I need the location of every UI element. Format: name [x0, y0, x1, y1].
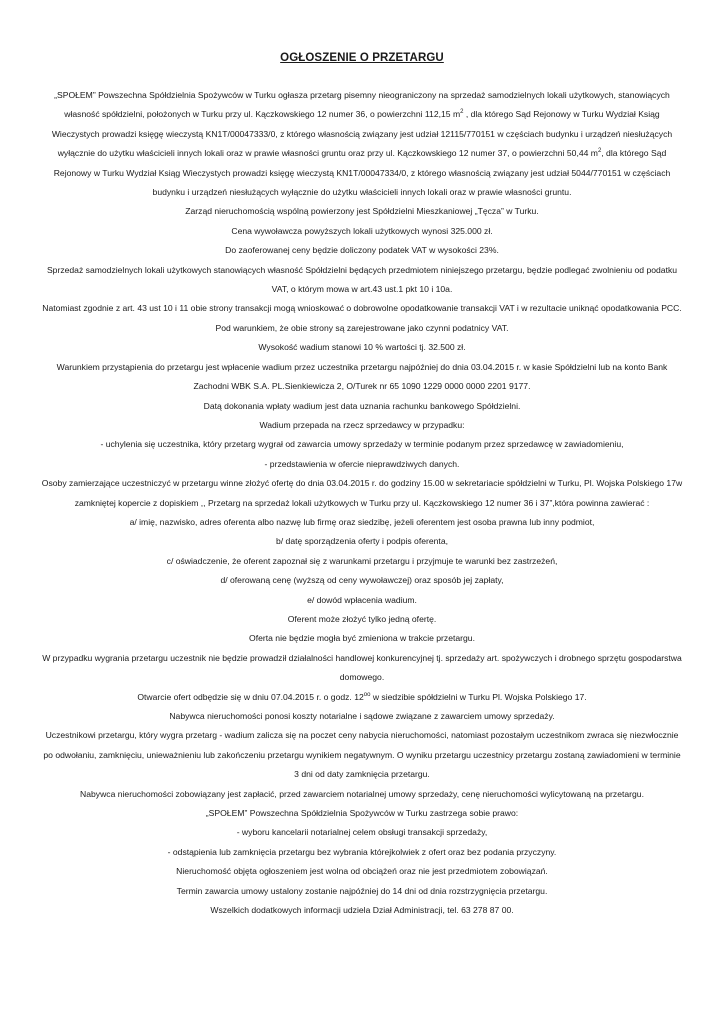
paragraph-opening-part-1: Otwarcie ofert odbędzie się w dniu 07.04.2015 r. o godz. 12	[137, 691, 364, 702]
paragraph-deposit-amount: Wysokość wadium stanowi 10 % wartości tj. 32.500 zł.	[258, 342, 466, 353]
paragraph-vat-option: Natomiast zgodnie z art. 43 ust 10 i 11 obie strony transakcji mogą wnioskować o dobrowolne opodatkowanie transakcji VAT i w rezultacie uniknąć opodatkowania PCC. Pod warunkiem, że obie strony są zarejestrowane jako czynni podatnicy VAT.	[42, 303, 682, 333]
paragraph-competition: W przypadku wygrania przetargu uczestnik nie będzie prowadził działalności handlowej konkurencyjnej tj. sprzedaży art. spożywczych i drobnego sprzętu gospodarstwa domowego.	[42, 652, 682, 683]
paragraph-deposit-return: Uczestnikowi przetargu, który wygra przetarg - wadium zalicza się na poczet ceny nabycia nieruchomości, natomiast pozostałym uczestnikom zwraca się niezwłocznie po odwołaniu, zamknięciu, unieważnieniu lub zakończeniu przetargu wynikiem negatywnym. O wyniku przetargu uczestnicy przetargu zostaną zawiadomieni w terminie 3 dni od daty zamknięcia przetargu.	[43, 730, 681, 780]
document-body	[40, 86, 684, 920]
list-item: a/ imię, nazwisko, adres oferenta albo nazwę lub firmę oraz siedzibę, jeżeli oferentem jest osoba prawna lub inny podmiot,	[129, 516, 595, 527]
paragraph-payment: Nabywca nieruchomości zobowiązany jest zapłacić, przed zawarciem notarialnej umowy sprzedaży, cenę nieruchomości wylicytowaną na przetargu.	[80, 788, 644, 799]
paragraph-intro-part-1: „SPOŁEM” Powszechna Spółdzielnia Spożywców w Turku ogłasza przetarg pisemny nieograniczony na sprzedaż samodzielnych lokali użytkowych, stanowiących własność spółdzielni, położonych w Turku przy ul. Kączkowskiego 12 numer 36, o powierzchni 112,15 m	[54, 90, 670, 120]
paragraph-deposit-forfeit: Wadium przepada na rzecz sprzedawcy w przypadku:	[259, 419, 465, 430]
paragraph-opening	[40, 688, 684, 707]
paragraph-offer-submission: Osoby zamierzające uczestniczyć w przetargu winne złożyć ofertę do dnia 03.04.2015 r. do godziny 15.00 w sekretariacie spółdzielni w Turku, Pl. Wojska Polskiego 17w zamkniętej kopercie z dopiskiem ,, Przetarg na sprzedaż lokali użytkowych w Turku przy ul. Kączkowskiego 12 numer 36 i 37”,która powinna zawierać :	[41, 478, 683, 508]
list-item: - uchylenia się uczestnika, który przetarg wygrał od zawarcia umowy sprzedaży w terminie podanym przez sprzedawcę w zawiadomieniu,	[100, 439, 624, 450]
paragraph-vat-exemption: Sprzedaż samodzielnych lokali użytkowych stanowiących własność Spółdzielni będących przedmiotem niniejszego przetargu, będzie podlegać zwolnieniu od podatku VAT, o którym mowa w art.43 ust.1 pkt 10 i 10a.	[46, 264, 678, 295]
paragraph-contract-term: Termin zawarcia umowy ustalony zostanie najpóźniej do 14 dni od dnia rozstrzygnięcia przetargu.	[176, 885, 548, 896]
superscript: 2	[460, 109, 464, 116]
paragraph-intro-part-2: , dla którego Sąd Rejonowy w Turku Wydział Ksiąg Wieczystych prowadzi księgę wieczystą KN1T/00047333/0, z którego własnością związany jest udział 12115/770151 w częściach budynku i urządzeń niesłużących wyłącznie do użytku właścicieli innych lokali oraz w prawie własności gruntu oraz przy ul. Kączkowskiego 12 numer 37, o powierzchni 50,44 m	[51, 109, 673, 159]
paragraph-encumbrance: Nieruchomość objęta ogłoszeniem jest wolna od obciążeń oraz nie jest przedmiotem zobowiązań.	[176, 866, 548, 877]
list-item: - odstąpienia lub zamknięcia przetargu bez wybrania którejkolwiek z ofert oraz bez podania przyczyny.	[167, 846, 557, 857]
paragraph-intro	[40, 86, 684, 202]
paragraph-contact: Wszelkich dodatkowych informacji udziela Dział Administracji, tel. 63 278 87 00.	[210, 905, 514, 916]
paragraph-opening-part-2: w siedzibie spółdzielni w Turku Pl. Wojska Polskiego 17.	[370, 691, 587, 702]
paragraph-deposit-condition: Warunkiem przystąpienia do przetargu jest wpłacenie wadium przez uczestnika przetargu najpóźniej do dnia 03.04.2015 r. w kasie Spółdzielni lub na konto Bank Zachodni WBK S.A. PL.Sienkiewicza 2, O/Turek nr 65 1090 1229 0000 0000 2201 9177.	[56, 361, 668, 392]
paragraph-no-change: Oferta nie będzie mogła być zmieniona w trakcie przetargu.	[249, 633, 475, 644]
list-item: e/ dowód wpłacenia wadium.	[307, 594, 417, 605]
paragraph-intro-part-3: , dla którego Sąd Rejonowy w Turku Wydział Ksiąg Wieczystych prowadzi księgę wieczystą KN1T/00047334/0, z którego własnością związany jest udział 5044/770151 w częściach budynku i urządzeń niesłużących wyłącznie do użytku właścicieli innych lokali oraz w prawie własności gruntu.	[53, 148, 671, 198]
list-item: - wyboru kancelarii notarialnej celem obsługi transakcji sprzedaży,	[236, 827, 488, 838]
paragraph-costs: Nabywca nieruchomości ponosi koszty notarialne i sądowe związane z zawarciem umowy sprzedaży.	[169, 711, 555, 721]
paragraph-rights: „SPOŁEM” Powszechna Spółdzielnia Spożywców w Turku zastrzega sobie prawo:	[205, 808, 519, 819]
list-item: b/ datę sporządzenia oferty i podpis oferenta,	[276, 536, 448, 547]
paragraph-deposit-date: Datą dokonania wpłaty wadium jest data uznania rachunku bankowego Spółdzielni.	[203, 400, 521, 411]
paragraph-vat: Do zaoferowanej ceny będzie doliczony podatek VAT w wysokości 23%.	[225, 245, 499, 256]
paragraph-management: Zarząd nieruchomością wspólną powierzony jest Spółdzielni Mieszkaniowej „Tęcza” w Turku.	[185, 206, 539, 217]
superscript: oo	[363, 691, 371, 698]
list-item: - przedstawienia w ofercie nieprawdziwych danych.	[264, 458, 460, 469]
list-item: d/ oferowaną cenę (wyższą od ceny wywoławczej) oraz sposób jej zapłaty,	[220, 575, 504, 586]
paragraph-one-offer: Oferent może złożyć tylko jedną ofertę.	[287, 613, 437, 624]
superscript: 2	[597, 148, 602, 155]
document-title: OGŁOSZENIE O PRZETARGU	[280, 52, 444, 64]
paragraph-price: Cena wywoławcza powyższych lokali użytkowych wynosi 325.000 zł.	[231, 225, 493, 236]
list-item: c/ oświadczenie, że oferent zapoznał się z warunkami przetargu i przyjmuje te warunki bez zastrzeżeń,	[166, 555, 558, 566]
